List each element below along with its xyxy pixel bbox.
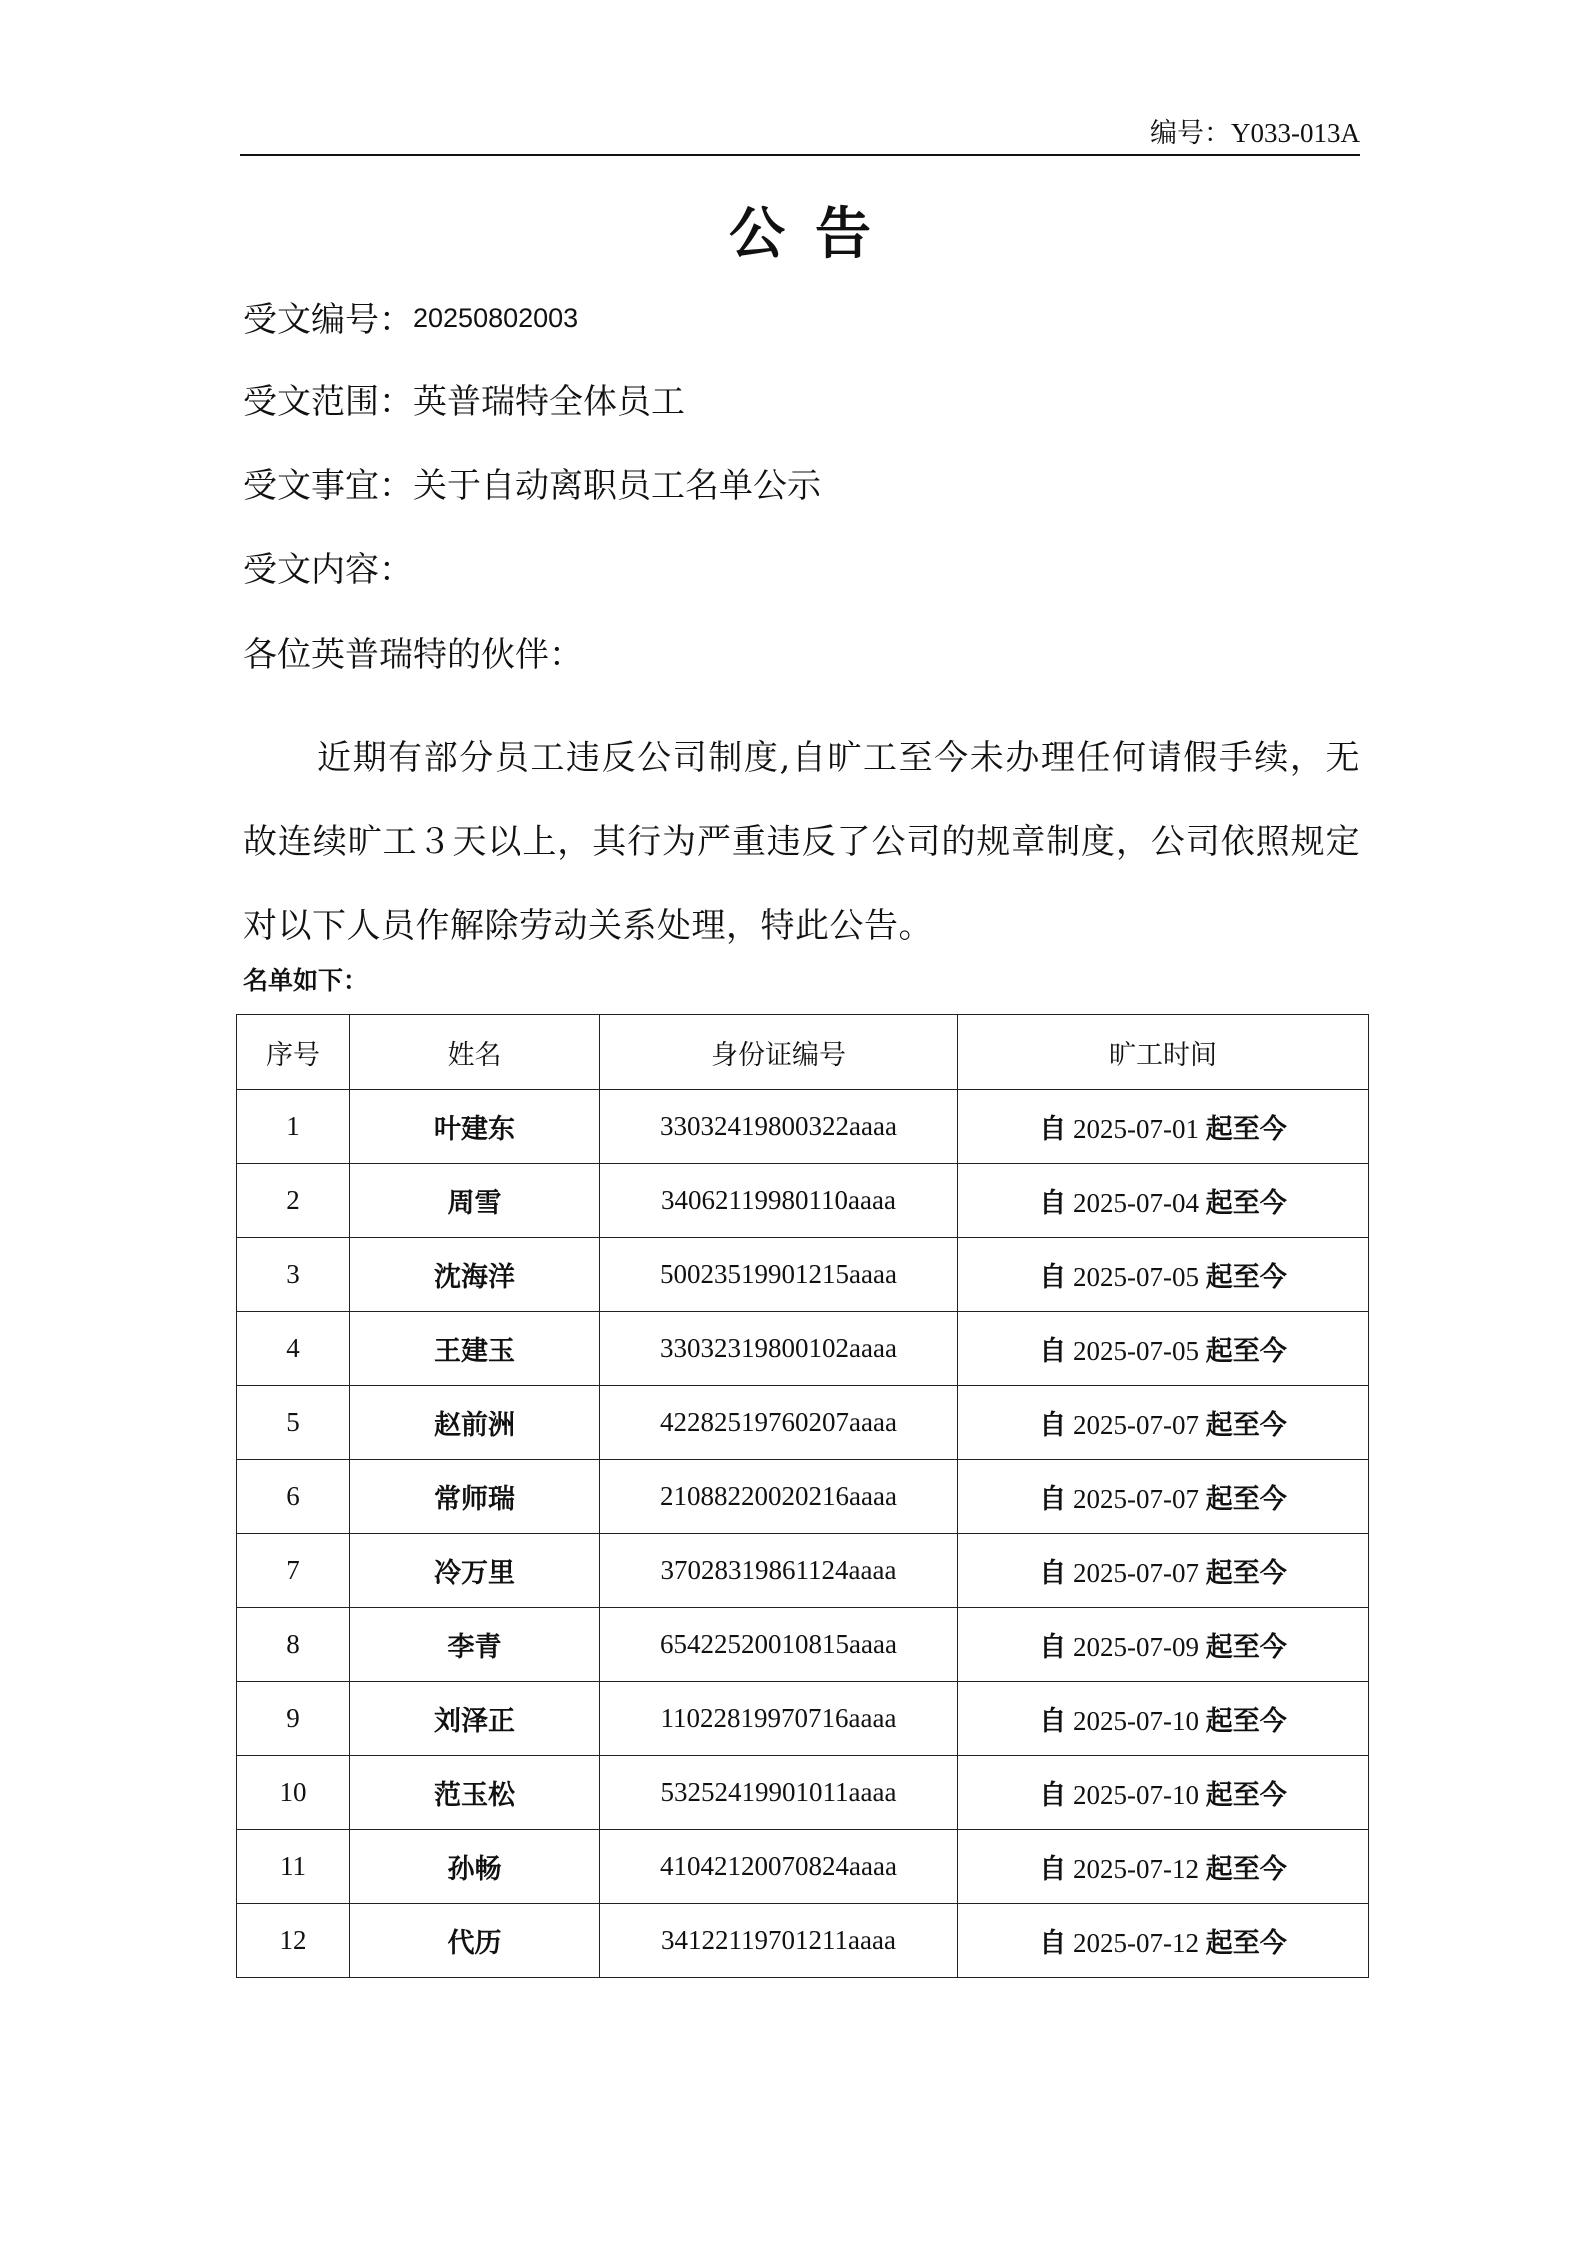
absence-to: 起至今 <box>1205 1336 1287 1367</box>
receipt-number-value: 20250802003 <box>413 303 579 333</box>
absence-date: 2025-07-07 <box>1073 1484 1199 1514</box>
id-number: 65422520010815aaaa <box>600 1608 958 1682</box>
table-row <box>237 1238 1369 1312</box>
absence-from: 自 <box>1039 1114 1067 1145</box>
scope-value: 英普瑞特全体员工 <box>413 382 685 422</box>
receipt-number-label: 受文编号： <box>243 300 413 340</box>
absence-to: 起至今 <box>1205 1558 1287 1589</box>
table-row <box>237 1904 1369 1978</box>
employee-name: 常师瑞 <box>350 1460 600 1534</box>
absence-time <box>958 1682 1369 1756</box>
greeting: 各位英普瑞特的伙伴： <box>243 635 583 675</box>
content-field <box>243 548 413 592</box>
row-number: 12 <box>237 1904 350 1978</box>
absence-date: 2025-07-12 <box>1073 1854 1199 1884</box>
header-absence-time: 旷工时间 <box>958 1015 1369 1090</box>
absence-time <box>958 1386 1369 1460</box>
id-number: 33032319800102aaaa <box>600 1312 958 1386</box>
absence-from: 自 <box>1039 1558 1067 1589</box>
employee-name: 叶建东 <box>350 1090 600 1164</box>
table-row <box>237 1534 1369 1608</box>
receipt-number-field <box>243 296 578 342</box>
absence-date: 2025-07-05 <box>1073 1262 1199 1292</box>
absence-to: 起至今 <box>1205 1706 1287 1737</box>
header-no: 序号 <box>237 1015 350 1090</box>
absence-time <box>958 1238 1369 1312</box>
row-number: 9 <box>237 1682 350 1756</box>
notice-body: 近期有部分员工违反公司制度,自旷工至今未办理任何请假手续，无故连续旷工３天以上，其行为严重违反了公司的规章制度，公司依照规定对以下人员作解除劳动关系处理，特此公告。 <box>243 738 1360 946</box>
absence-from: 自 <box>1039 1706 1067 1737</box>
id-number: 34122119701211aaaa <box>600 1904 958 1978</box>
id-number: 53252419901011aaaa <box>600 1756 958 1830</box>
employee-name: 李青 <box>350 1608 600 1682</box>
content-label: 受文内容： <box>243 550 413 590</box>
id-number: 11022819970716aaaa <box>600 1682 958 1756</box>
document-number: 编号：Y033-013A <box>1150 118 1360 148</box>
dismissal-table <box>236 1014 1369 1978</box>
id-number: 34062119980110aaaa <box>600 1164 958 1238</box>
id-number: 37028319861124aaaa <box>600 1534 958 1608</box>
absence-date: 2025-07-07 <box>1073 1410 1199 1440</box>
absence-date: 2025-07-12 <box>1073 1928 1199 1958</box>
row-number: 2 <box>237 1164 350 1238</box>
absence-time <box>958 1460 1369 1534</box>
absence-from: 自 <box>1039 1632 1067 1663</box>
row-number: 10 <box>237 1756 350 1830</box>
matter-value: 关于自动离职员工名单公示 <box>413 466 821 506</box>
employee-name: 冷万里 <box>350 1534 600 1608</box>
header-id-number: 身份证编号 <box>600 1015 958 1090</box>
absence-date: 2025-07-05 <box>1073 1336 1199 1366</box>
absence-date: 2025-07-10 <box>1073 1780 1199 1810</box>
table-header-row <box>237 1015 1369 1090</box>
row-number: 4 <box>237 1312 350 1386</box>
employee-name: 范玉松 <box>350 1756 600 1830</box>
absence-from: 自 <box>1039 1854 1067 1885</box>
employee-name: 赵前洲 <box>350 1386 600 1460</box>
absence-to: 起至今 <box>1205 1928 1287 1959</box>
matter-field <box>243 464 821 508</box>
employee-name: 周雪 <box>350 1164 600 1238</box>
absence-date: 2025-07-07 <box>1073 1558 1199 1588</box>
absence-time <box>958 1534 1369 1608</box>
absence-to: 起至今 <box>1205 1410 1287 1441</box>
table-row <box>237 1756 1369 1830</box>
table-row <box>237 1164 1369 1238</box>
absence-to: 起至今 <box>1205 1262 1287 1293</box>
absence-time <box>958 1830 1369 1904</box>
scope-field <box>243 380 685 424</box>
absence-from: 自 <box>1039 1928 1067 1959</box>
header-divider <box>240 154 1360 156</box>
absence-to: 起至今 <box>1205 1114 1287 1145</box>
absence-from: 自 <box>1039 1410 1067 1441</box>
page-title: 公告 <box>729 202 901 267</box>
header-name: 姓名 <box>350 1015 600 1090</box>
absence-to: 起至今 <box>1205 1854 1287 1885</box>
absence-time <box>958 1164 1369 1238</box>
absence-from: 自 <box>1039 1780 1067 1811</box>
row-number: 8 <box>237 1608 350 1682</box>
row-number: 6 <box>237 1460 350 1534</box>
absence-date: 2025-07-01 <box>1073 1114 1199 1144</box>
list-label: 名单如下： <box>243 966 369 995</box>
absence-time <box>958 1090 1369 1164</box>
employee-name: 孙畅 <box>350 1830 600 1904</box>
absence-to: 起至今 <box>1205 1780 1287 1811</box>
id-number: 21088220020216aaaa <box>600 1460 958 1534</box>
absence-from: 自 <box>1039 1484 1067 1515</box>
row-number: 11 <box>237 1830 350 1904</box>
employee-name: 王建玉 <box>350 1312 600 1386</box>
scope-label: 受文范围： <box>243 382 413 422</box>
absence-date: 2025-07-09 <box>1073 1632 1199 1662</box>
absence-to: 起至今 <box>1205 1188 1287 1219</box>
absence-time <box>958 1756 1369 1830</box>
absence-time <box>958 1904 1369 1978</box>
id-number: 50023519901215aaaa <box>600 1238 958 1312</box>
row-number: 1 <box>237 1090 350 1164</box>
absence-to: 起至今 <box>1205 1632 1287 1663</box>
row-number: 5 <box>237 1386 350 1460</box>
absence-from: 自 <box>1039 1188 1067 1219</box>
table-row <box>237 1090 1369 1164</box>
absence-from: 自 <box>1039 1262 1067 1293</box>
id-number: 33032419800322aaaa <box>600 1090 958 1164</box>
employee-name: 代历 <box>350 1904 600 1978</box>
row-number: 7 <box>237 1534 350 1608</box>
id-number: 41042120070824aaaa <box>600 1830 958 1904</box>
table-row <box>237 1830 1369 1904</box>
id-number: 42282519760207aaaa <box>600 1386 958 1460</box>
table-row <box>237 1460 1369 1534</box>
table-row <box>237 1312 1369 1386</box>
absence-date: 2025-07-04 <box>1073 1188 1199 1218</box>
absence-time <box>958 1608 1369 1682</box>
matter-label: 受文事宜： <box>243 466 413 506</box>
table-row <box>237 1608 1369 1682</box>
employee-name: 刘泽正 <box>350 1682 600 1756</box>
absence-from: 自 <box>1039 1336 1067 1367</box>
table-row <box>237 1682 1369 1756</box>
table-row <box>237 1386 1369 1460</box>
employee-name: 沈海洋 <box>350 1238 600 1312</box>
row-number: 3 <box>237 1238 350 1312</box>
absence-date: 2025-07-10 <box>1073 1706 1199 1736</box>
absence-to: 起至今 <box>1205 1484 1287 1515</box>
absence-time <box>958 1312 1369 1386</box>
